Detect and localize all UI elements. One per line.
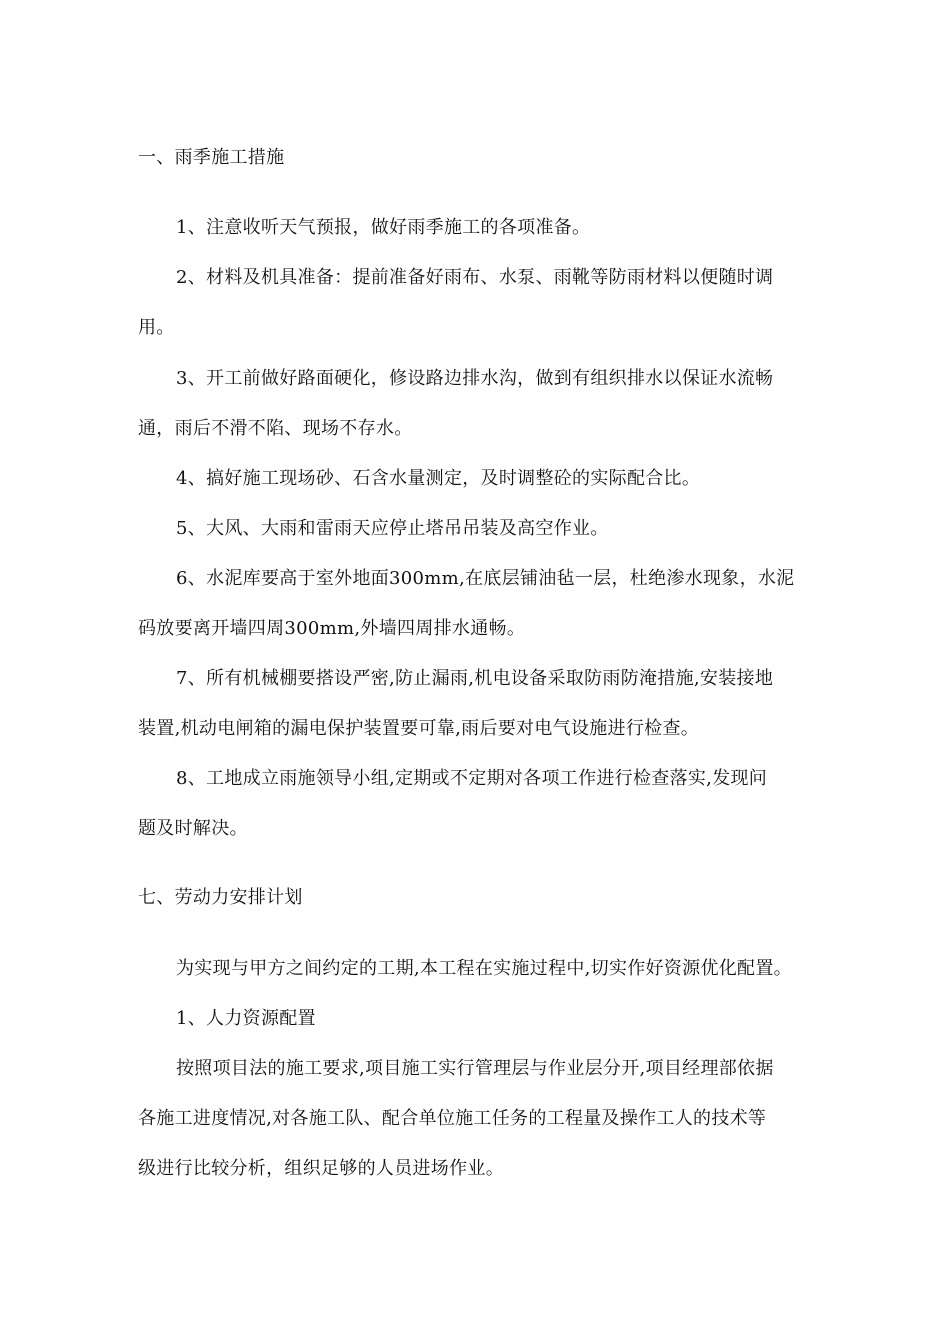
rain-item-6-cont: 码放要离开墙四周300mm,外墙四周排水通畅。 bbox=[138, 618, 526, 639]
labor-paragraph-line-3: 级进行比较分析，组织足够的人员进场作业。 bbox=[138, 1158, 504, 1179]
rain-item-7: 7、所有机械棚要搭设严密,防止漏雨,机电设备采取防雨防淹措施,安装接地 bbox=[176, 668, 774, 689]
labor-paragraph-line-2: 各施工进度情况,对各施工队、配合单位施工任务的工程量及操作工人的技术等 bbox=[138, 1108, 767, 1129]
rain-item-3-cont: 通，雨后不滑不陷、现场不存水。 bbox=[138, 418, 413, 439]
section-heading-rainy-season: 一、雨季施工措施 bbox=[138, 147, 285, 168]
rain-item-2-cont: 用。 bbox=[138, 317, 175, 338]
rain-item-1: 1、注意收听天气预报，做好雨季施工的各项准备。 bbox=[176, 217, 591, 238]
rain-item-3: 3、开工前做好路面硬化，修设路边排水沟，做到有组织排水以保证水流畅 bbox=[176, 368, 774, 389]
rain-item-5: 5、大风、大雨和雷雨天应停止塔吊吊装及高空作业。 bbox=[176, 518, 609, 539]
labor-sub-heading: 1、人力资源配置 bbox=[176, 1008, 316, 1029]
labor-paragraph-line-1: 按照项目法的施工要求,项目施工实行管理层与作业层分开,项目经理部依据 bbox=[176, 1058, 774, 1079]
labor-intro: 为实现与甲方之间约定的工期,本工程在实施过程中,切实作好资源优化配置。 bbox=[176, 958, 792, 979]
rain-item-4: 4、搞好施工现场砂、石含水量测定，及时调整砼的实际配合比。 bbox=[176, 468, 701, 489]
rain-item-8: 8、工地成立雨施领导小组,定期或不定期对各项工作进行检查落实,发现问 bbox=[176, 768, 768, 789]
rain-item-8-cont: 题及时解决。 bbox=[138, 818, 248, 839]
section-heading-labor-plan: 七、劳动力安排计划 bbox=[138, 887, 303, 908]
rain-item-6: 6、水泥库要高于室外地面300mm,在底层铺油毡一层，杜绝渗水现象，水泥 bbox=[176, 568, 795, 589]
rain-item-2: 2、材料及机具准备：提前准备好雨布、水泵、雨靴等防雨材料以便随时调 bbox=[176, 267, 774, 288]
rain-item-7-cont: 装置,机动电闸箱的漏电保护装置要可靠,雨后要对电气设施进行检查。 bbox=[138, 718, 700, 739]
